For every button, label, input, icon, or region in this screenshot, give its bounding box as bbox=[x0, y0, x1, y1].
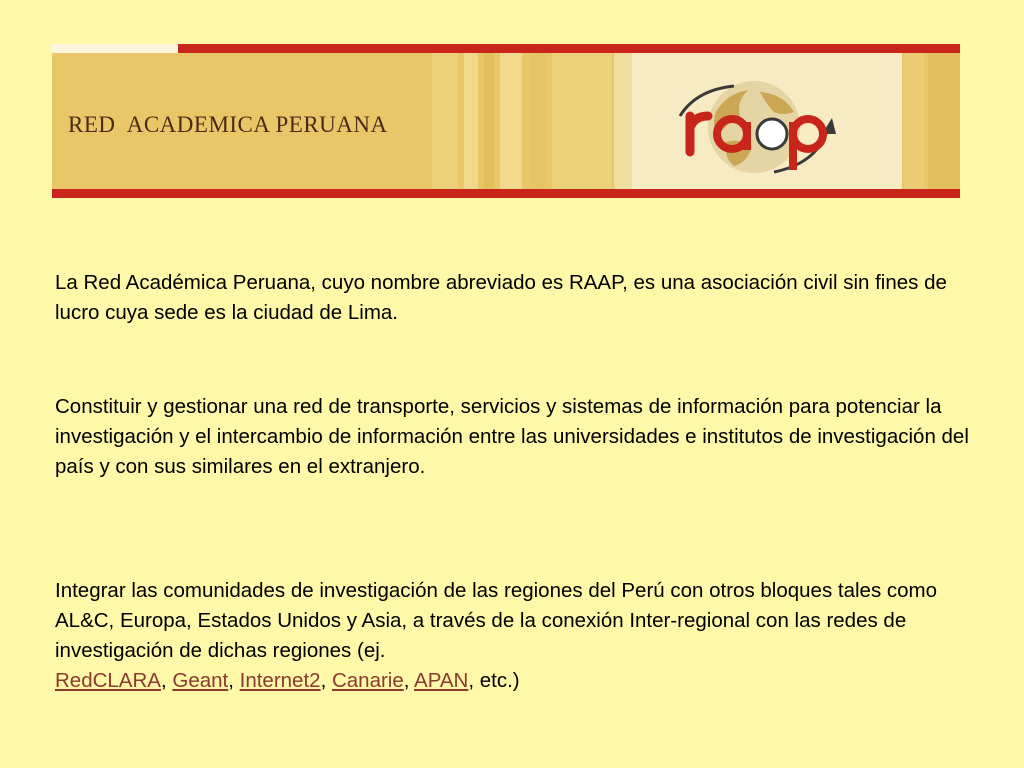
banner-stripe bbox=[552, 53, 612, 189]
paragraph-ending: , etc.) bbox=[468, 669, 520, 692]
banner-stripe bbox=[530, 53, 546, 189]
banner-title: RED ACADEMICA PERUANA bbox=[68, 112, 388, 137]
link-canarie[interactable]: Canarie bbox=[331, 669, 404, 692]
mission-paragraph: Constituir y gestionar una red de transporte, servicios y sistemas de información para potenciar la investigación y el intercambio de información entre las universidades e institutos de investigación del país y con sus similares en el extranjero. bbox=[55, 395, 969, 478]
banner-stripe bbox=[484, 53, 494, 189]
link-apan[interactable]: APAN bbox=[414, 669, 469, 692]
banner-stripe bbox=[904, 53, 924, 189]
banner-stripe bbox=[500, 53, 522, 189]
integration-text: Integrar las comunidades de investigación de las regiones del Perú con otros bloques tales como AL&C, Europa, Estados Unidos y Asia, a través de la conexión Inter-regional con las redes de investigación de dichas regiones (ej. bbox=[55, 579, 938, 662]
banner-top-light-bar bbox=[52, 44, 178, 53]
banner-stripe bbox=[928, 53, 960, 189]
banner-bottom-red-bar bbox=[52, 189, 960, 198]
banner-stripe bbox=[432, 53, 458, 189]
header-banner bbox=[52, 44, 960, 198]
link-separator: , bbox=[320, 669, 332, 692]
banner-stripe bbox=[464, 53, 478, 189]
banner-top-red-bar bbox=[178, 44, 960, 53]
integration-paragraph bbox=[55, 576, 975, 696]
link-geant[interactable]: Geant bbox=[172, 669, 229, 692]
link-redclara[interactable]: RedCLARA bbox=[55, 669, 161, 692]
link-separator: , bbox=[403, 669, 415, 692]
link-internet2[interactable]: Internet2 bbox=[239, 669, 321, 692]
raap-logo bbox=[656, 72, 856, 182]
link-separator: , bbox=[160, 669, 173, 692]
intro-paragraph: La Red Académica Peruana, cuyo nombre abreviado es RAAP, es una asociación civil sin fines de lucro cuya sede es la ciudad de Lima. bbox=[55, 271, 947, 324]
link-separator: , bbox=[228, 669, 240, 692]
